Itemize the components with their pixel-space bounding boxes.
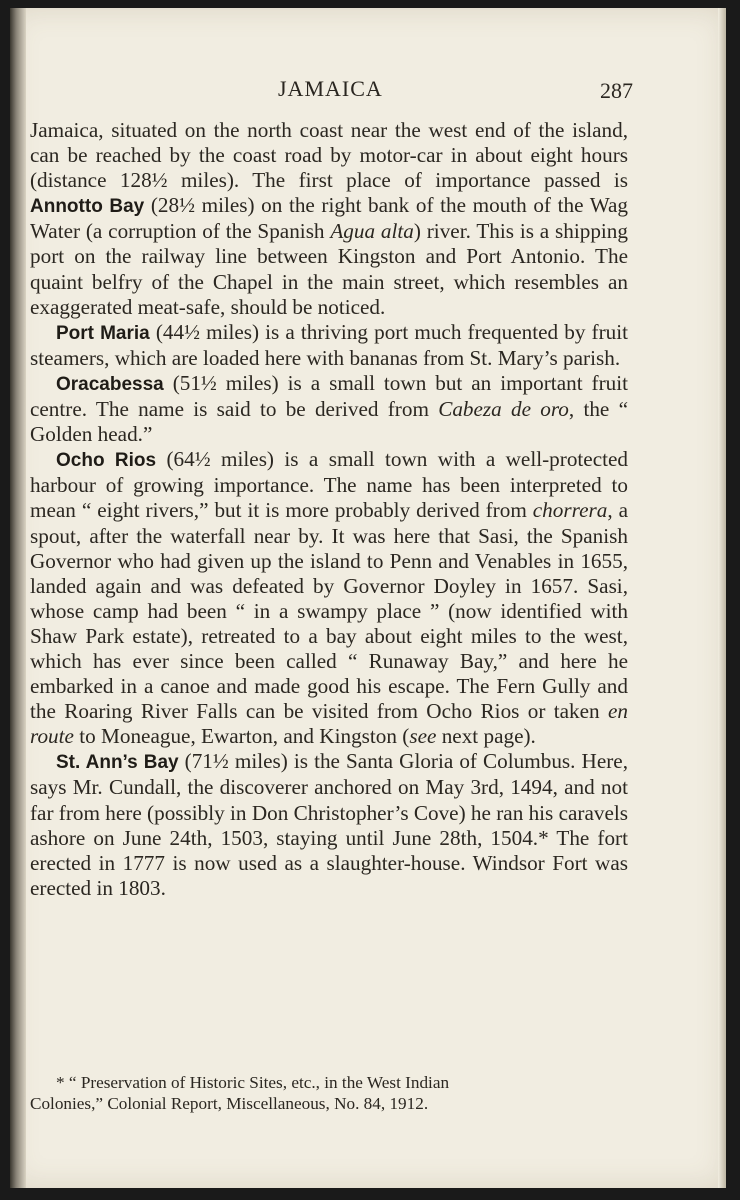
page-header (10, 76, 726, 106)
footnote-line-1: * “ Preservation of Historic Sites, etc., in the West Indian (56, 1073, 450, 1092)
italic-term: Agua alta (330, 219, 414, 244)
place-name-annotto-bay: Annotto Bay (30, 196, 145, 218)
paragraph-text: , a spout, after the waterfall near by. It was here that Sasi, the Spanish Governor who had given up the island to Penn and Venables in 1655, landed again and was defeated by Governor Doyley in 1657. Sasi, whose camp had been “ in a swampy place ” (now identified with Shaw Park estate), retreated to a bay about eight miles to the west, which has ever since been called “ Runaway Bay,” and here he embarked in a canoe and made good his escape. The Fern Gully and the Roaring River Falls can be visited from Ocho Rios or taken (30, 498, 628, 724)
place-name-ocho-rios: Ocho Rios (56, 450, 157, 472)
book-spine-shadow (10, 8, 26, 1188)
paragraph-text: , the “ Golden head.” (30, 397, 628, 447)
paragraph-text: (44½ miles) is a thriving port much frequented by fruit steamers, which are loaded here with bananas from St. Mary’s parish. (30, 319, 628, 370)
page-number: 287 (600, 78, 633, 103)
paragraph-st-anns-bay (30, 749, 628, 901)
italic-term: chorrera (532, 498, 608, 523)
paragraph-port-maria (30, 320, 628, 371)
paragraph-text: (28½ miles) on the right bank of the mouth of the Wag Water (a corruption of the Spanish (30, 193, 629, 244)
italic-term: Cabeza de oro (438, 397, 569, 422)
italic-term: en route (30, 699, 628, 749)
body-text (30, 118, 628, 901)
paragraph-text: Jamaica, situated on the north coast near the west end of the island, can be reached by the coast road by motor-car in about eight hours (distance 128½ miles). The first place of importance passed is (30, 118, 628, 193)
book-page (10, 8, 726, 1188)
paragraph-text: (51½ miles) is a small town but an important fruit centre. The name is said to be derived from (30, 370, 628, 422)
paragraph-text: next page). (436, 724, 536, 749)
paragraph-text: ) river. This is a shipping port on the railway line between Kingston and Port Antonio. The quaint belfry of the Chapel in the main street, which resembles an exaggerated meat-safe, should be noticed. (30, 219, 628, 319)
paragraph-text: (71½ miles) is the Santa Gloria of Columbus. Here, says Mr. Cundall, the discoverer anchored on May 3rd, 1494, and not far from here (possibly in Don Christopher’s Cove) he ran his caravels ashore on June 24th, 1503, staying until June 28th, 1504.* The fort erected in 1777 is now used as a slaughter-house. Windsor Fort was erected in 1803. (30, 749, 628, 900)
footnote-line-2: Colonies,” Colonial Report, Miscellaneous, No. 84, 1912. (30, 1094, 429, 1113)
paragraph-jamaica (30, 118, 628, 320)
running-title: JAMAICA (278, 76, 383, 101)
place-name-port-maria: Port Maria (56, 322, 150, 344)
italic-term: see (409, 724, 437, 749)
place-name-oracabessa: Oracabessa (56, 373, 164, 395)
place-name-st-anns-bay: St. Ann’s Bay (56, 752, 179, 774)
footnote (30, 1072, 626, 1114)
paragraph-text: (64½ miles) is a small town with a well-protected harbour of growing importance. The name has been interpreted to mean “ eight rivers,” but it is more probably derived from (30, 447, 628, 523)
paragraph-oracabessa (30, 371, 628, 447)
paragraph-ocho-rios (30, 447, 628, 749)
paragraph-text: to Moneague, Ewarton, and Kingston ( (73, 724, 410, 749)
page-edge (718, 8, 726, 1188)
